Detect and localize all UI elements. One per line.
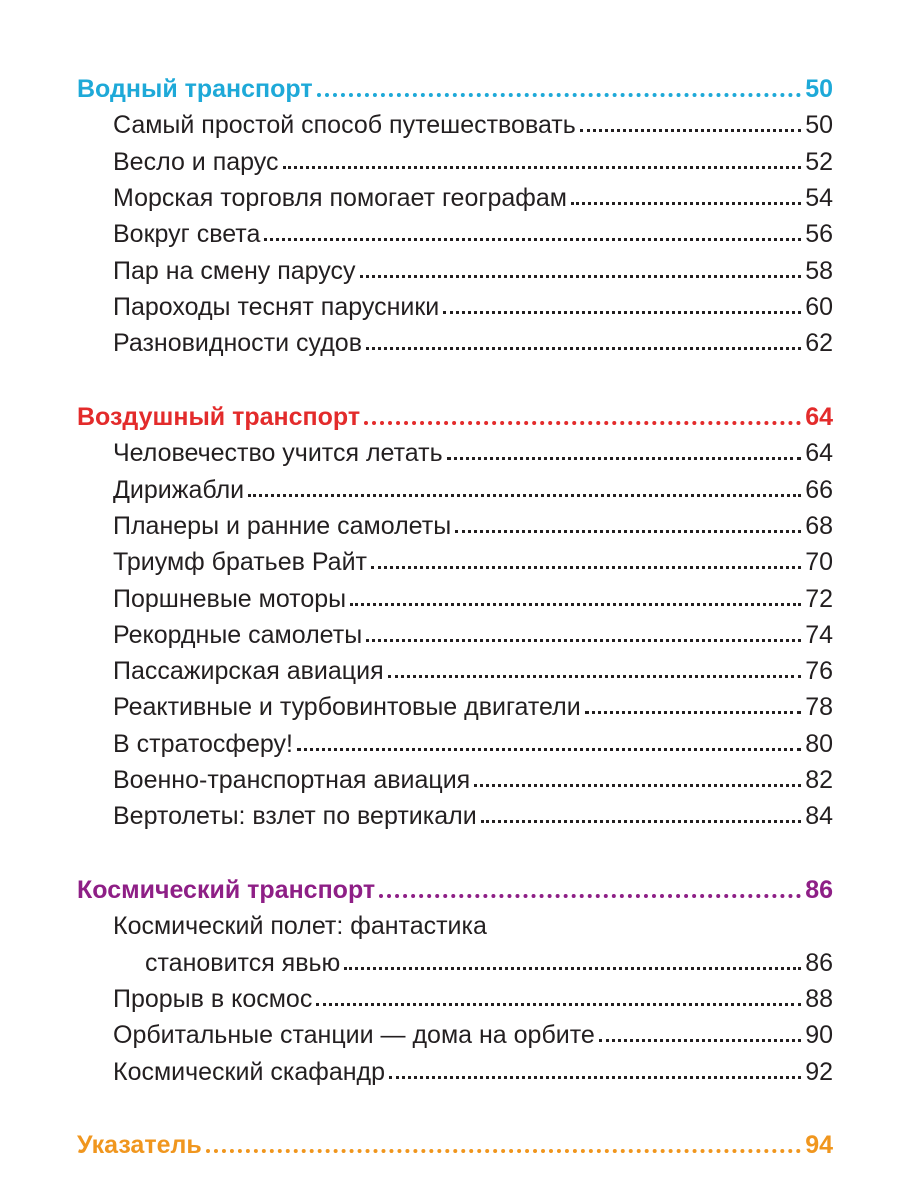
entry-title: Самый простой способ путешествовать (113, 111, 576, 140)
page-number: 50 (805, 75, 833, 103)
toc-entry[interactable] (113, 503, 833, 539)
toc-entry[interactable] (113, 175, 833, 211)
entry-title: Дирижабли (113, 475, 245, 504)
page-number: 70 (805, 548, 833, 577)
dot-leader (264, 238, 801, 241)
toc-entry[interactable] (113, 612, 833, 648)
dot-leader (316, 1003, 801, 1006)
entry-title: В стратосферу! (113, 729, 293, 758)
toc-entry[interactable] (113, 248, 833, 284)
entry-title: Космический скафандр (113, 1057, 386, 1086)
toc-entry[interactable] (113, 903, 833, 939)
entry-title: Орбитальные станции — дома на орбите (113, 1021, 595, 1050)
entry-title: Пассажирская авиация (113, 657, 384, 686)
toc-entry[interactable] (113, 684, 833, 720)
toc-entry[interactable] (113, 1012, 833, 1048)
page-number: 86 (805, 876, 833, 904)
dot-leader (379, 894, 801, 898)
dot-leader (366, 347, 801, 350)
dot-leader (474, 784, 801, 787)
toc-entry[interactable] (113, 539, 833, 575)
page-number: 94 (805, 1131, 833, 1159)
page-number: 62 (805, 329, 833, 358)
dot-leader (447, 457, 802, 460)
dot-leader (344, 967, 801, 970)
dot-leader (389, 1076, 801, 1079)
toc-entry[interactable] (113, 430, 833, 466)
page-number: 86 (805, 948, 833, 977)
toc-entry[interactable] (113, 467, 833, 503)
dot-leader (443, 311, 801, 314)
entry-title: Вокруг света (113, 220, 261, 249)
toc-entry[interactable] (113, 757, 833, 793)
page-number: 54 (805, 183, 833, 212)
dot-leader (455, 530, 801, 533)
dot-leader (366, 639, 801, 642)
entry-title: Военно-транспортная авиация (113, 766, 471, 794)
page-number: 64 (805, 439, 833, 468)
entry-title: Воздушный транспорт (77, 403, 361, 431)
entry-title: Морская торговля помогает географам (113, 183, 567, 212)
dot-leader (571, 202, 801, 205)
dot-leader (360, 275, 802, 278)
dot-leader (481, 820, 802, 823)
page-number: 50 (805, 111, 833, 140)
page-number: 78 (805, 693, 833, 722)
entry-title: Пар на смену парусу (113, 256, 356, 285)
page-number: 66 (805, 475, 833, 504)
page-number: 84 (805, 802, 833, 831)
page-number: 80 (805, 729, 833, 758)
section-heading[interactable] (77, 867, 833, 903)
dot-leader (585, 711, 801, 714)
page-number: 74 (805, 620, 833, 649)
dot-leader (283, 166, 802, 169)
page-number: 68 (805, 511, 833, 540)
toc-entry[interactable] (113, 284, 833, 320)
dot-leader (248, 494, 801, 497)
page-number: 76 (805, 657, 833, 686)
dot-leader (371, 566, 801, 569)
entry-title: Весло и парус (113, 147, 279, 176)
entry-title: Вертолеты: взлет по вертикали (113, 802, 477, 831)
page-number: 72 (805, 584, 833, 613)
page-number: 60 (805, 292, 833, 321)
toc-entry[interactable] (113, 721, 833, 757)
entry-title: Триумф братьев Райт (113, 548, 368, 577)
entry-title: Рекордные самолеты (113, 620, 363, 649)
dot-leader (580, 129, 801, 132)
toc-entry-continuation[interactable] (145, 940, 833, 976)
dot-leader (350, 603, 801, 606)
entry-title: становится явью (145, 948, 341, 977)
toc-entry[interactable] (113, 648, 833, 684)
entry-title: Человечество учится летать (113, 439, 443, 468)
toc-entry[interactable] (113, 793, 833, 829)
toc-entry[interactable] (113, 976, 833, 1012)
toc-entry[interactable] (113, 211, 833, 247)
entry-title: Указатель (77, 1131, 202, 1159)
page-number: 56 (805, 220, 833, 249)
dot-leader (297, 748, 801, 751)
page-number: 88 (805, 984, 833, 1013)
page-number: 52 (805, 147, 833, 176)
page-number: 90 (805, 1021, 833, 1050)
toc-entry[interactable] (113, 576, 833, 612)
entry-title: Пароходы теснят парусники (113, 292, 440, 321)
entry-title: Реактивные и турбовинтовые двигатели (113, 693, 581, 722)
page-number: 58 (805, 256, 833, 285)
dot-leader (364, 421, 801, 425)
toc-entry[interactable] (113, 320, 833, 356)
dot-leader (206, 1149, 801, 1153)
entry-title: Водный транспорт (77, 75, 313, 103)
page-number: 64 (805, 403, 833, 431)
page-number: 82 (805, 766, 833, 794)
toc-entry[interactable] (113, 102, 833, 138)
dot-leader (317, 93, 802, 97)
entry-title: Разновидности судов (113, 329, 362, 358)
page-number: 92 (805, 1057, 833, 1086)
entry-title: Космический полет: фантастика (113, 912, 487, 941)
dot-leader (599, 1039, 801, 1042)
toc-entry[interactable] (113, 1049, 833, 1085)
entry-title: Космический транспорт (77, 876, 376, 904)
dot-leader (388, 675, 802, 678)
entry-title: Планеры и ранние самолеты (113, 511, 452, 540)
section-heading[interactable] (77, 394, 833, 430)
section-heading[interactable] (77, 1122, 833, 1158)
entry-title: Поршневые моторы (113, 584, 347, 613)
entry-title: Прорыв в космос (113, 984, 313, 1013)
toc-entry[interactable] (113, 139, 833, 175)
section-heading[interactable] (77, 66, 833, 102)
